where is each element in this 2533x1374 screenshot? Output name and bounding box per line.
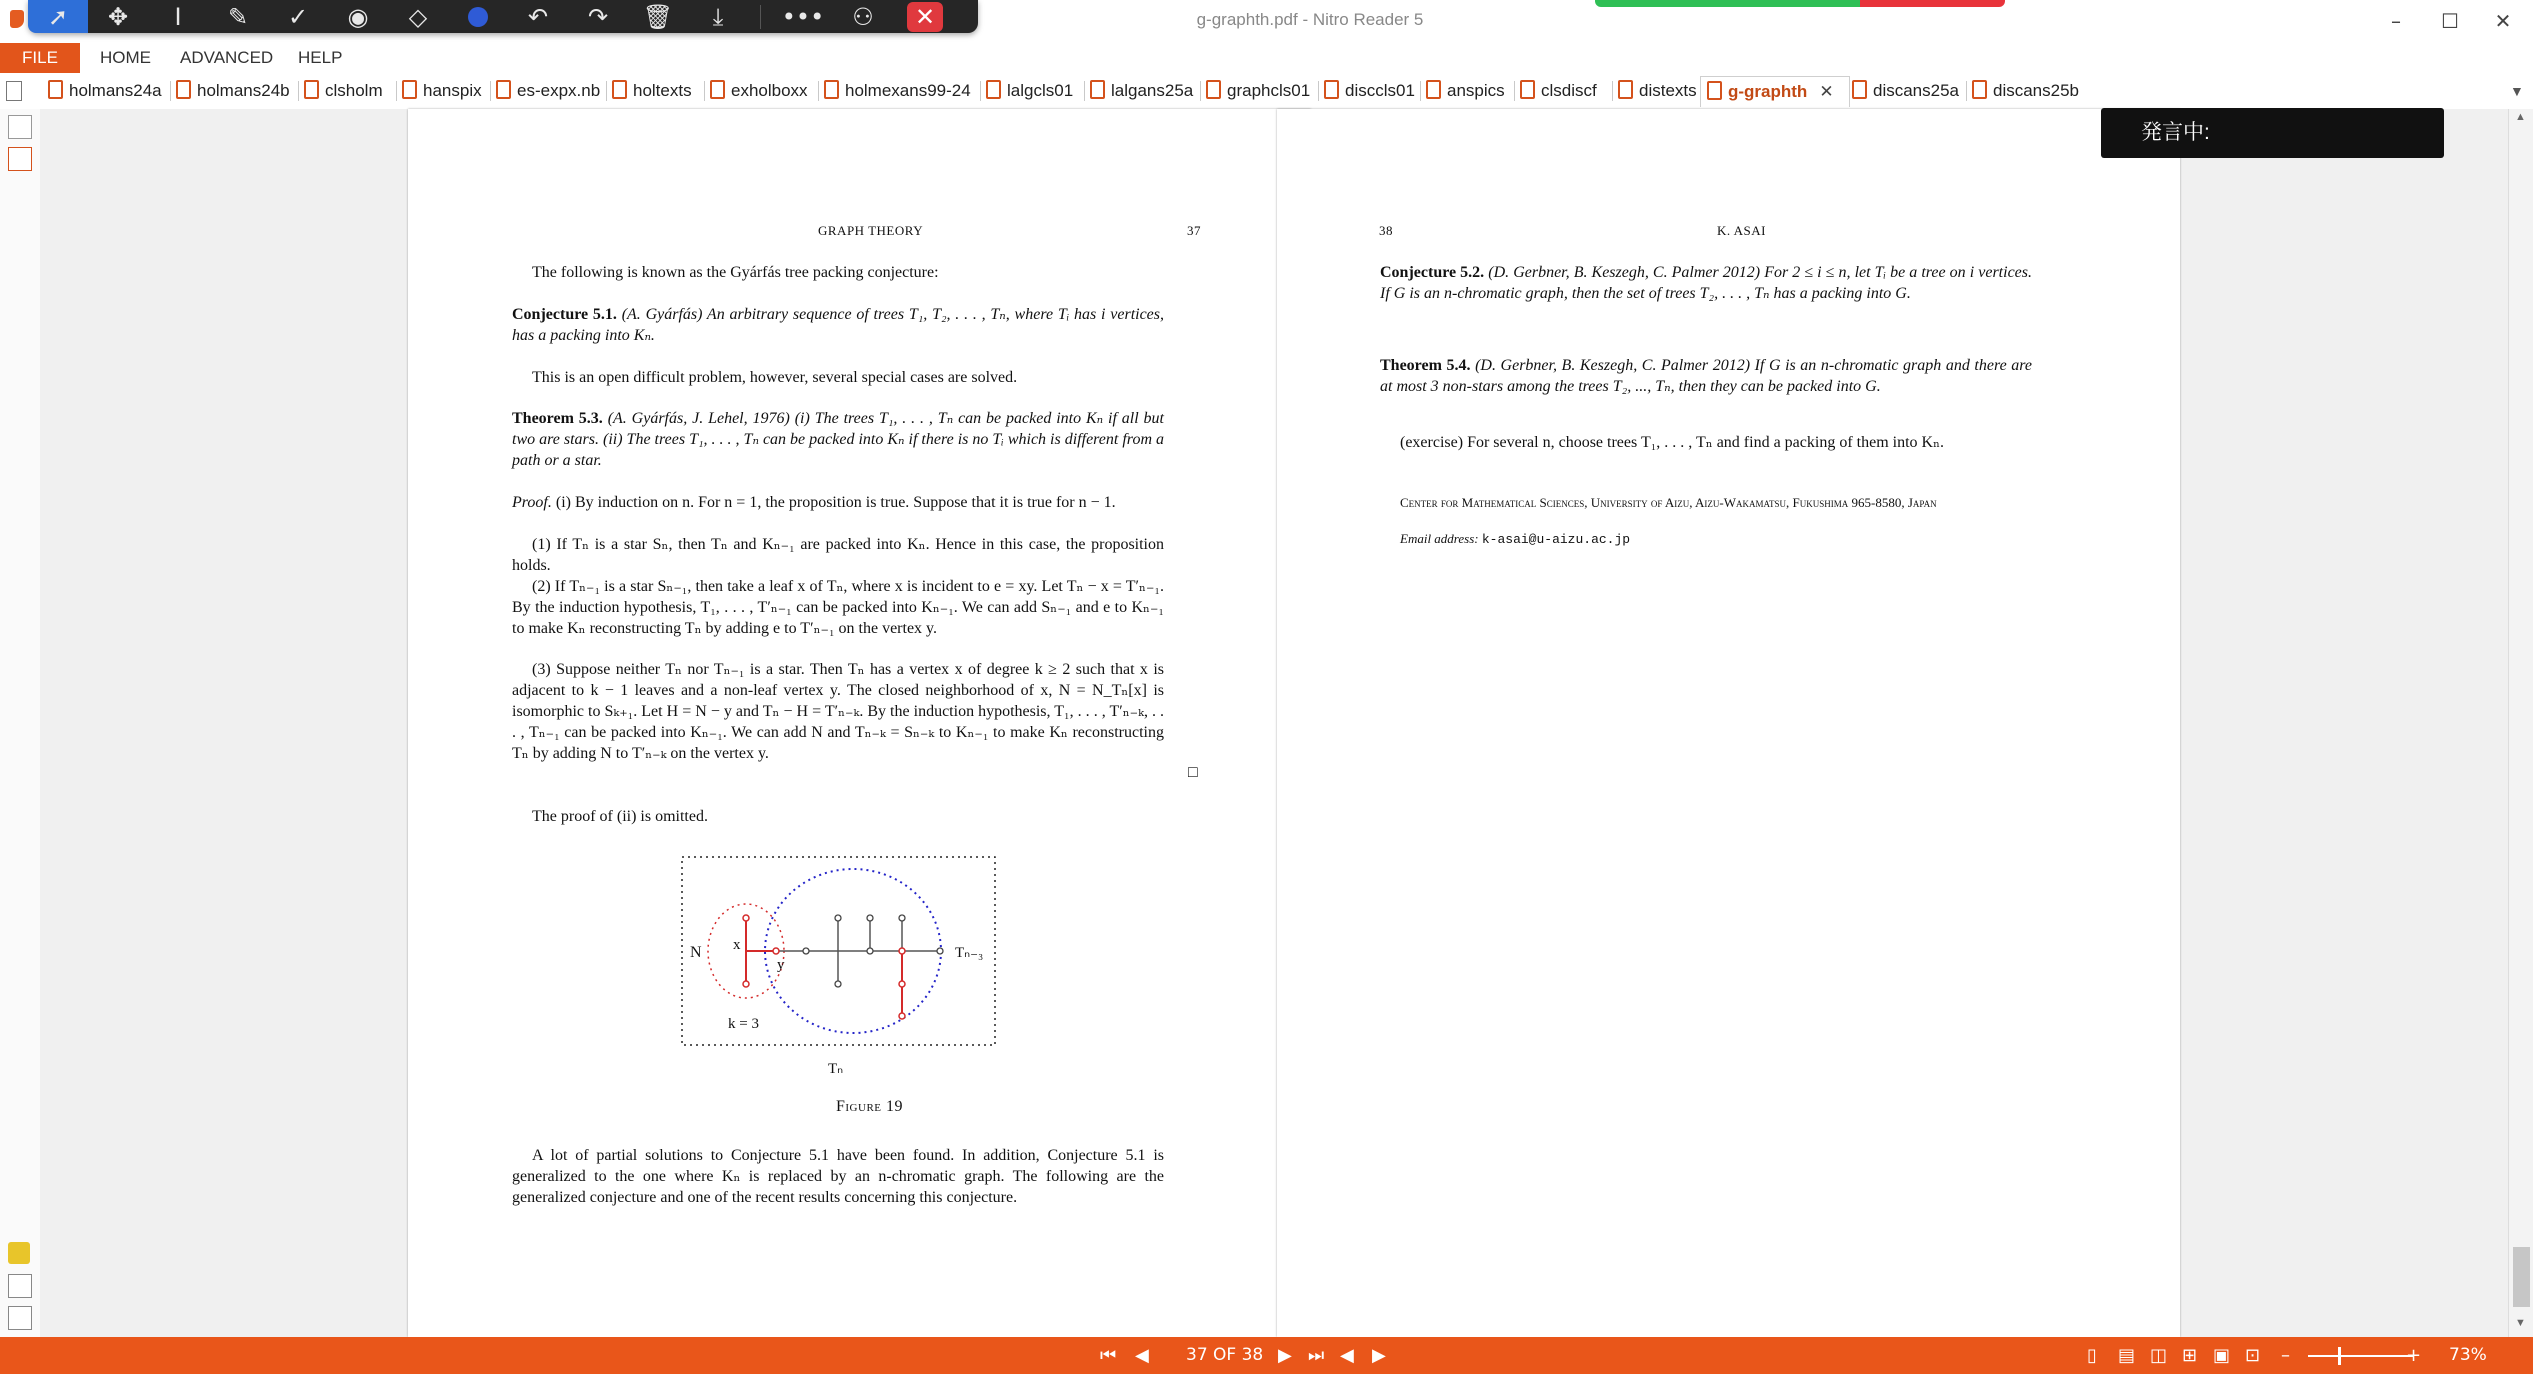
window-title: g-graphth.pdf - Nitro Reader 5 [1196, 10, 1424, 29]
pdf-icon [1707, 81, 1722, 100]
pdf-icon [304, 80, 319, 99]
full-screen-icon[interactable]: ⊡ [2245, 1345, 2261, 1366]
zoom-slider-handle[interactable] [2338, 1347, 2341, 1365]
bookmarks-icon[interactable] [8, 147, 32, 171]
label-x: x [733, 937, 741, 953]
tab-graphcls01[interactable]: graphcls01 [1206, 76, 1310, 106]
pdf-icon [176, 80, 191, 99]
node-branch-2 [867, 948, 873, 954]
toolbar-divider [760, 5, 761, 29]
pdf-icon [1852, 80, 1867, 99]
pdf-icon [986, 80, 1001, 99]
more-icon[interactable]: ••• [781, 2, 825, 31]
pdf-icon [496, 80, 511, 99]
tab-divider [818, 81, 819, 101]
label-tn3: Tₙ₋₃ [955, 945, 984, 961]
tab-lalgans25a[interactable]: lalgans25a [1090, 76, 1193, 106]
pen-icon[interactable]: ✎ [227, 2, 249, 31]
zoom-level[interactable]: 73% [2449, 1345, 2487, 1365]
tab-discans25b[interactable]: discans25b [1972, 76, 2079, 106]
floating-toolbar [28, 0, 978, 33]
zoom-slider[interactable] [2308, 1355, 2413, 1357]
circle-icon[interactable] [448, 0, 508, 33]
menu-bar [0, 43, 2533, 73]
tab-divider [490, 81, 491, 101]
window-close-icon[interactable]: ✕ [2494, 9, 2512, 33]
pdf-page-37 [408, 109, 1311, 1337]
pdf-icon [1520, 80, 1535, 99]
running-header: K. ASAI [1717, 223, 1767, 238]
label-k3: k = 3 [728, 1016, 759, 1032]
tab-holmexans99-24[interactable]: holmexans99-24 [824, 76, 971, 106]
conjecture-5-1: Conjecture 5.1. (A. Gyárfás) An arbitrary sequence of trees T₁, T₂, . . . , Tₙ, where Tᵢ has i vertices, has a packing into Kₙ. [512, 306, 1165, 344]
fit-page-icon[interactable]: ▣ [2213, 1345, 2231, 1366]
vertical-scrollbar[interactable] [2508, 109, 2533, 1337]
label-y: y [777, 957, 785, 973]
pdf-icon [1972, 80, 1987, 99]
tab-divider [1200, 81, 1201, 101]
tab-exholboxx[interactable]: exholboxx [710, 76, 808, 106]
exercise-paragraph: (exercise) For several n, choose trees T₁, . . . , Tₙ and find a packing of them into Kₙ. [1400, 434, 1945, 451]
tab-distexts[interactable]: distexts [1618, 76, 1697, 106]
page-number: 37 [1187, 223, 1201, 238]
pdf-icon [1206, 80, 1221, 99]
pdf-icon [48, 80, 63, 99]
speech-indicator: 発言中: [2101, 108, 2444, 158]
tab-hanspix[interactable]: hanspix [402, 76, 482, 106]
proof-paragraph-1: Proof. (i) By induction on n. For n = 1, the proposition is true. Suppose that it is true for n − 1. [512, 494, 1116, 511]
label-n: N [690, 944, 702, 961]
figure-caption: Figure 19 [836, 1098, 904, 1115]
tab-holtexts[interactable]: holtexts [612, 76, 692, 106]
document-viewer[interactable] [40, 109, 2508, 1337]
person-icon[interactable]: ⚇ [852, 2, 874, 31]
title-bar [0, 0, 2533, 43]
check-icon[interactable]: ✓ [287, 2, 309, 31]
tab-divider [1514, 81, 1515, 101]
open-problem-paragraph: This is an open difficult problem, however, several special cases are solved. [532, 369, 1018, 386]
tab-disccls01[interactable]: disccls01 [1324, 76, 1415, 106]
status-bar [0, 1337, 2533, 1374]
zoom-in-icon[interactable]: + [2406, 1345, 2422, 1366]
pdf-icon [612, 80, 627, 99]
tab-divider [606, 81, 607, 101]
author-address: Center for Mathematical Sciences, University of Aizu, Aizu-Wakamatsu, Fukushima 965-8580, Japan [1400, 495, 1937, 510]
omitted-paragraph: The proof of (ii) is omitted. [532, 808, 708, 825]
qed-symbol: □ [1188, 764, 1198, 781]
menu-file[interactable]: FILE [0, 43, 80, 73]
comments-icon[interactable] [8, 1242, 30, 1264]
tab-divider [1318, 81, 1319, 101]
proof-paragraph-3: (2) If Tₙ₋₁ is a star Sₙ₋₁, then take a leaf x of Tₙ, where x is incident to e = xy. Let Tₙ − x = T′ₙ₋₁. By the induction hypothesis, T₁, . . . , T′ₙ₋₁ can be packed into Kₙ₋₁. We can add Sₙ₋₁ and e to Kₙ₋₁ to make Kₙ reconstructing Tₙ by adding e to T′ₙ₋₁ on the vertex y. [512, 578, 1164, 637]
tab-discans25a[interactable]: discans25a [1852, 76, 1959, 106]
tab-overflow-chevron-icon[interactable]: ▼ [2510, 83, 2524, 99]
tab-divider [1084, 81, 1085, 101]
tab-divider [1966, 81, 1967, 101]
text-cursor-icon[interactable]: I [174, 2, 182, 31]
node-leaf-bottom [743, 981, 749, 987]
pdf-icon [1324, 80, 1339, 99]
node-leaf-top [743, 915, 749, 921]
tab-divider [704, 81, 705, 101]
menu-home[interactable]: HOME [100, 48, 151, 67]
author-email: Email address: k-asai@u-aizu.ac.jp [1400, 531, 1631, 547]
node-red-mid [899, 981, 905, 987]
tab-holmans24b[interactable]: holmans24b [176, 76, 290, 106]
pdf-icon [1618, 80, 1633, 99]
facing-view-icon[interactable]: ◫ [2150, 1345, 2168, 1366]
zoom-out-icon[interactable]: – [2281, 1345, 2290, 1366]
tab-g-graphth[interactable]: g-graphth ✕ [1700, 76, 1850, 107]
tab-close-icon[interactable]: ✕ [1819, 82, 1834, 101]
pdf-icon [710, 80, 725, 99]
layers-icon[interactable] [8, 1306, 32, 1330]
facing-continuous-view-icon[interactable]: ⊞ [2182, 1345, 2198, 1366]
conjecture-5-2: Conjecture 5.2. (D. Gerbner, B. Keszegh, C. Palmer 2012) For 2 ≤ i ≤ n, let Tᵢ be a tree on i vertices. If G is an n-chromatic graph, then the set of trees T₂, . . . , Tₙ has a packing into G. [1380, 264, 2033, 302]
scrollbar-thumb[interactable] [2513, 1247, 2530, 1307]
menu-help[interactable]: HELP [298, 48, 343, 67]
pdf-icon [824, 80, 839, 99]
tab-divider [298, 81, 299, 101]
page-thumbnails-icon[interactable] [8, 115, 32, 139]
theorem-5-3: Theorem 5.3. (A. Gyárfás, J. Lehel, 1976) (i) The trees T₁, . . . , Tₙ can be packed into Kₙ if all but two are stars. (ii) The trees T₁, . . . , Tₙ can be packed into Kₙ if there is no Tᵢ which is different from a path or a star. [512, 410, 1165, 469]
tab-divider [396, 81, 397, 101]
tab-clsdiscf[interactable]: clsdiscf [1520, 76, 1597, 106]
node-y [773, 948, 779, 954]
node-branch-1-top [835, 915, 841, 921]
proof-paragraph-2: (1) If Tₙ is a star Sₙ, then Tₙ and Kₙ₋₁ are packed into Kₙ. Hence in this case, the proposition holds. [512, 536, 1164, 574]
node-branch-1-bottom [835, 981, 841, 987]
single-page-view-icon[interactable]: ▯ [2087, 1345, 2097, 1366]
node-branch-2-top [867, 915, 873, 921]
previous-page-icon[interactable]: ◀ [1135, 1345, 1149, 1366]
menu-advanced[interactable]: ADVANCED [180, 48, 274, 67]
close-icon[interactable]: ✕ [907, 2, 943, 32]
label-tn: Tₙ [828, 1061, 844, 1077]
left-sidebar [0, 109, 41, 1337]
tab-divider [980, 81, 981, 101]
pdf-icon [402, 80, 417, 99]
pdf-icon [1426, 80, 1441, 99]
tab-divider [1420, 81, 1421, 101]
pan-icon[interactable]: ✥ [107, 2, 129, 31]
running-header: GRAPH THEORY [818, 223, 924, 238]
tab-divider [170, 81, 171, 101]
nitro-logo-icon [10, 10, 24, 28]
tab-list-icon[interactable] [6, 81, 22, 101]
partial-solutions-paragraph: A lot of partial solutions to Conjecture 5.1 have been found. In addition, Conjecture 5.1 is generalized to the one where Kₙ is replaced by an n-chromatic graph. The following are the generalized conjecture and one of the recent results concerning this conjecture. [512, 1147, 1164, 1206]
maximize-icon[interactable]: ☐ [2441, 9, 2459, 33]
intro-paragraph: The following is known as the Gyárfás tree packing conjecture: [532, 264, 939, 281]
stamp-icon[interactable]: ◉ [347, 2, 369, 31]
tab-es-expx[interactable]: es-expx.nb [496, 76, 600, 106]
undo-icon[interactable]: ↶ [527, 2, 549, 31]
previous-view-icon[interactable]: ◀ [1340, 1345, 1354, 1366]
proof-paragraph-4: (3) Suppose neither Tₙ nor Tₙ₋₁ is a star. Then Tₙ has a vertex x of degree k ≥ 2 such that x is adjacent to k − 1 leaves and a non-leaf vertex y. The closed neighborhood of x, N = N_Tₙ[x] is isomorphic to Sₖ₊₁. Let H = N − y and Tₙ − H = T′ₙ₋ₖ. By the induction hypothesis, T₁, . . . , T′ₙ₋ₖ, . . . , Tₙ₋₁ can be packed into Kₙ₋₁. We can add N and Tₙ₋ₖ = Sₙ₋ₖ to Kₙ₋₁ to make Kₙ reconstructing Tₙ by adding N to T′ₙ₋ₖ on the vertex y. [512, 661, 1164, 762]
tab-holmans24a[interactable]: holmans24a [48, 76, 162, 106]
page-number: 38 [1379, 223, 1393, 238]
speech-progress-green [1595, 0, 1860, 7]
redo-icon[interactable]: ↷ [587, 2, 609, 31]
select-arrow-icon[interactable]: ➚ [28, 0, 88, 33]
last-page-icon[interactable]: ⏭ [1308, 1345, 1325, 1366]
node-path-end [937, 948, 943, 954]
tab-divider [1612, 81, 1613, 101]
continuous-view-icon[interactable]: ▤ [2118, 1345, 2136, 1366]
node-red-bottom [899, 1013, 905, 1019]
node-red-branch [899, 948, 905, 954]
pdf-icon [1090, 80, 1105, 99]
attachments-icon[interactable] [8, 1274, 32, 1298]
document-tab-bar [0, 73, 2533, 110]
next-view-icon[interactable]: ▶ [1372, 1345, 1386, 1366]
minimize-icon[interactable]: – [2391, 9, 2401, 33]
pdf-page-38 [1277, 109, 2180, 1337]
delete-icon[interactable]: 🗑 [642, 2, 674, 31]
figure-19-tree-diagram [678, 853, 1008, 1083]
scroll-up-icon[interactable]: ▲ [2515, 111, 2526, 123]
first-page-icon[interactable]: ⏮ [1100, 1345, 1117, 1366]
page-indicator[interactable]: 37 OF 38 [1186, 1345, 1264, 1365]
download-icon[interactable]: ⤓ [712, 2, 724, 31]
node-branch-3-top [899, 915, 905, 921]
speech-progress-red [1860, 0, 2005, 7]
tab-anspics[interactable]: anspics [1426, 76, 1505, 106]
eraser-icon[interactable]: ◇ [408, 2, 428, 31]
next-page-icon[interactable]: ▶ [1278, 1345, 1292, 1366]
node-path-1 [803, 948, 809, 954]
tab-clsholm[interactable]: clsholm [304, 76, 383, 106]
tab-lalgcls01[interactable]: lalgcls01 [986, 76, 1073, 106]
scroll-down-icon[interactable]: ▼ [2515, 1317, 2526, 1329]
theorem-5-4: Theorem 5.4. (D. Gerbner, B. Keszegh, C. Palmer 2012) If G is an n-chromatic graph and there are at most 3 non-stars among the trees T₂, ..., Tₙ, then they can be packed into G. [1380, 357, 2033, 395]
